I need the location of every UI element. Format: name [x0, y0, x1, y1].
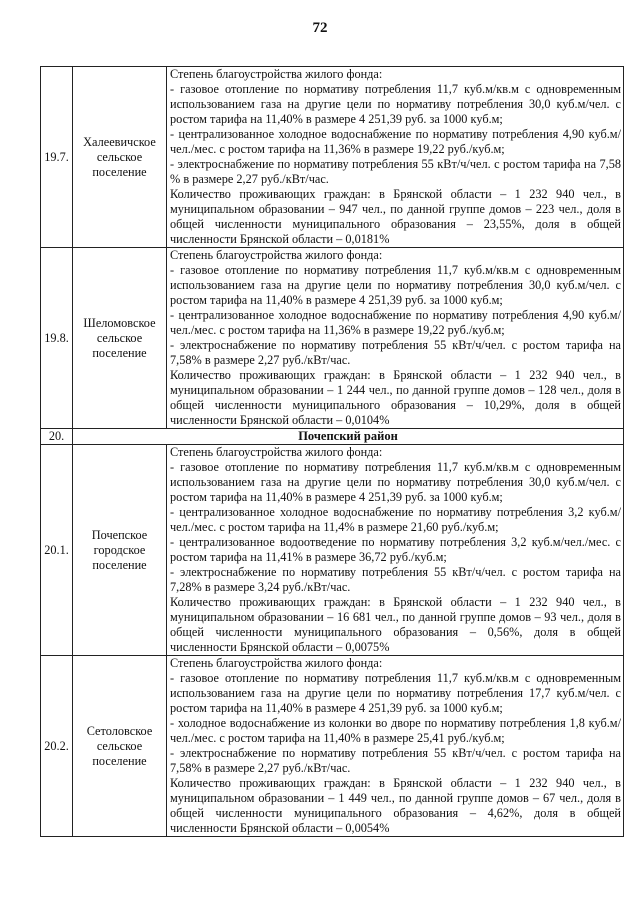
description-paragraph: - холодное водоснабжение из колонки во дворе по нормативу потребления 1,8 куб.м/чел./мес. с ростом тарифа на 11,40% в размере 25,41 руб./куб.м;: [170, 716, 621, 745]
settlement-name: [73, 248, 167, 429]
settlement-name-line: поселение: [92, 345, 147, 360]
description-paragraph: - централизованное водоотведение по нормативу потребления 3,2 куб.м/чел./мес. с ростом тарифа на 11,41% в размере 36,72 руб./куб.м;: [170, 535, 621, 564]
settlement-description: [167, 656, 624, 837]
description-paragraph: - газовое отопление по нормативу потребления 11,7 куб.м/кв.м с одновременным использованием газа на другие цели по нормативу потребления 30,0 куб.м/чел. с ростом тарифа на 11,40% в размере 4 251,39 руб. за 1000 куб.м;: [170, 263, 621, 307]
page-number: 72: [312, 20, 328, 36]
settlement-name-line: городское: [93, 542, 146, 557]
description-paragraph: Количество проживающих граждан: в Брянской области – 1 232 940 чел., в муниципальном образовании – 1 244 чел., по данной группе домов – 128 чел., доля в общей численности муниципального образования – 10,29%, доля в общей численности Брянской области – 0,0104%: [170, 368, 621, 427]
description-paragraph: - электроснабжение по нормативу потребления 55 кВт/ч/чел. с ростом тарифа на 7,58% в размере 2,27 руб./кВт/час.: [170, 746, 621, 775]
section-number: 20.: [41, 429, 73, 445]
description-paragraph: Степень благоустройства жилого фонда:: [170, 67, 383, 81]
settlement-name: [73, 67, 167, 248]
settlement-name: [73, 445, 167, 656]
settlement-name: [73, 656, 167, 837]
description-paragraph: Степень благоустройства жилого фонда:: [170, 445, 383, 459]
row-number: 20.1.: [41, 445, 73, 656]
settlement-name-line: сельское: [96, 149, 143, 164]
description-paragraph: Степень благоустройства жилого фонда:: [170, 656, 383, 670]
description-paragraph: Количество проживающих граждан: в Брянской области – 1 232 940 чел., в муниципальном образовании – 16 681 чел., по данной группе домов – 93 чел., доля в общей численности муниципального образования – 0,56%, доля в общей численности Брянской области – 0,0075%: [170, 595, 621, 654]
tariff-table: [40, 66, 624, 837]
settlement-description: [167, 67, 624, 248]
description-paragraph: - газовое отопление по нормативу потребления 11,7 куб.м/кв.м с одновременным использованием газа на другие цели по нормативу потребления 30,0 куб.м/чел. с ростом тарифа на 11,40% в размере 4 251,39 руб. за 1000 куб.м;: [170, 460, 621, 504]
table-row: [41, 67, 624, 248]
section-title: Почепский район: [73, 429, 624, 445]
description-paragraph: - электроснабжение по нормативу потребления 55 кВт/ч/чел. с ростом тарифа на 7,58 % в размере 2,27 руб./кВт/час.: [170, 157, 621, 186]
table-row: [41, 248, 624, 429]
description-paragraph: - централизованное холодное водоснабжение по нормативу потребления 4,90 куб.м/чел./мес. с ростом тарифа на 11,36% в размере 19,22 руб./куб.м;: [170, 127, 621, 156]
description-paragraph: - газовое отопление по нормативу потребления 11,7 куб.м/кв.м с одновременным использованием газа на другие цели по нормативу потребления 30,0 куб.м/чел. с ростом тарифа на 11,40% в размере 4 251,39 руб. за 1000 куб.м;: [170, 82, 621, 126]
settlement-description: [167, 445, 624, 656]
row-number: 20.2.: [41, 656, 73, 837]
settlement-description: [167, 248, 624, 429]
settlement-name-line: Сетоловское: [86, 723, 153, 738]
description-paragraph: - централизованное холодное водоснабжение по нормативу потребления 3,2 куб.м/чел./мес. с ростом тарифа на 11,4% в размере 21,60 руб./куб.м;: [170, 505, 621, 534]
settlement-name-line: сельское: [96, 738, 143, 753]
description-paragraph: - газовое отопление по нормативу потребления 11,7 куб.м/кв.м с одновременным использованием газа на другие цели по нормативу потребления 17,7 куб.м/чел. с ростом тарифа на 11,40% в размере 4 251,39 руб. за 1000 куб.м;: [170, 671, 621, 715]
description-paragraph: Степень благоустройства жилого фонда:: [170, 248, 383, 262]
description-paragraph: Количество проживающих граждан: в Брянской области – 1 232 940 чел., в муниципальном образовании – 1 449 чел., по данной группе домов – 67 чел., доля в общей численности муниципального образования – 4,62%, доля в общей численности Брянской области – 0,0054%: [170, 776, 621, 835]
settlement-name-line: Халеевичское: [83, 134, 156, 149]
description-paragraph: - централизованное холодное водоснабжение по нормативу потребления 4,90 куб.м/чел./мес. с ростом тарифа на 11,36% в размере 19,22 руб./куб.м;: [170, 308, 621, 337]
section-row: [41, 429, 624, 445]
row-number: 19.7.: [41, 67, 73, 248]
row-number: 19.8.: [41, 248, 73, 429]
table-row: [41, 445, 624, 656]
description-paragraph: Количество проживающих граждан: в Брянской области – 1 232 940 чел., в муниципальном образовании – 947 чел., по данной группе домов – 223 чел., доля в общей численности муниципального образования – 23,55%, доля в общей численности Брянской области – 0,0181%: [170, 187, 621, 246]
settlement-name-line: поселение: [92, 164, 147, 179]
settlement-name-line: сельское: [96, 330, 143, 345]
settlement-name-line: Почепское: [91, 527, 148, 542]
table-row: [41, 656, 624, 837]
description-paragraph: - электроснабжение по нормативу потребления 55 кВт/ч/чел. с ростом тарифа на 7,58% в размере 2,27 руб./кВт/час.: [170, 338, 621, 367]
settlement-name-line: поселение: [92, 557, 147, 572]
description-paragraph: - электроснабжение по нормативу потребления 55 кВт/ч/чел. с ростом тарифа на 7,28% в размере 3,24 руб./кВт/час.: [170, 565, 621, 594]
settlement-name-line: Шеломовское: [83, 315, 156, 330]
settlement-name-line: поселение: [92, 753, 147, 768]
